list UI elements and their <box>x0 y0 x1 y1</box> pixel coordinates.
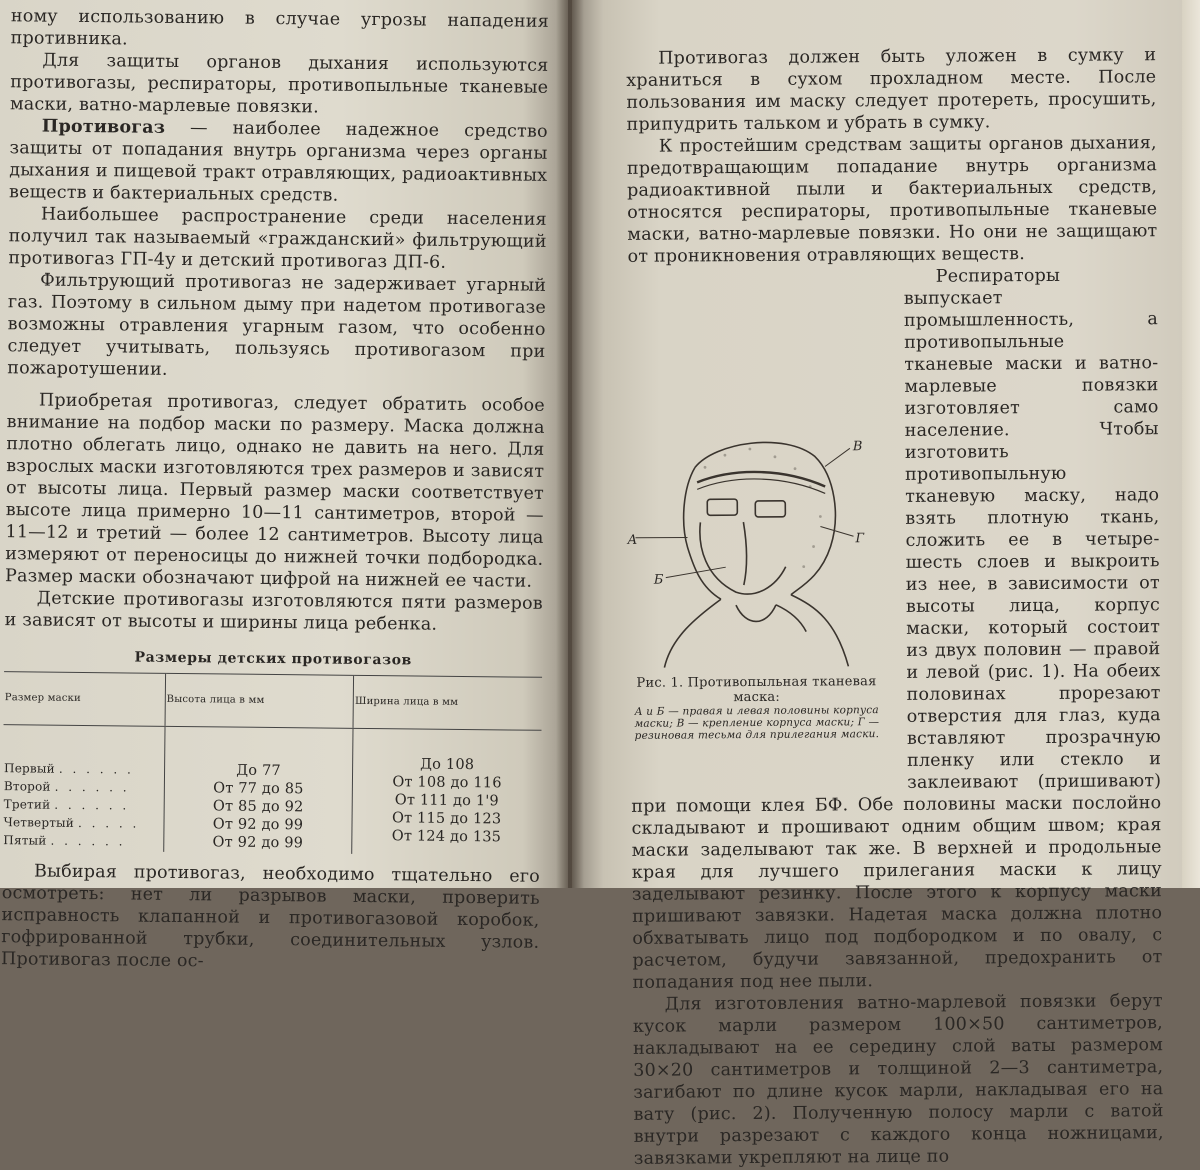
height-cell <box>164 726 354 853</box>
table-cell: От 111 до 1'9 <box>394 792 499 810</box>
table-cell: От 115 до 123 <box>391 810 502 828</box>
right-page-text <box>626 44 1164 1170</box>
mask-sizes-table <box>2 671 542 856</box>
figure-caption-block <box>626 674 886 742</box>
table-cell: Третий . . . . . . <box>3 797 130 813</box>
table-body-row <box>2 725 541 856</box>
term-bold: Противогаз <box>41 116 166 138</box>
left-page-text <box>1 5 549 976</box>
figure-label-a: А <box>627 532 638 548</box>
paragraph <box>9 115 548 209</box>
table-title: Размеры детских противогазов <box>134 649 413 669</box>
mask-illustration <box>625 426 895 673</box>
table-cell: От 124 до 135 <box>391 828 502 846</box>
table-cell: Четвертый . . . . . <box>3 815 140 831</box>
table-header: Размер маски <box>4 672 166 727</box>
paragraph: Детские противогазы изготовляются пяти размеров и зависят от высоты и ширины лица ребенка. <box>4 588 543 635</box>
table-cell: От 92 до 99 <box>212 816 304 834</box>
left-page <box>0 0 568 972</box>
table-header: Высота лица в мм <box>165 673 354 728</box>
book-gutter <box>556 0 584 888</box>
figure-caption: Рис. 1. Противопыльная тканевая маска: <box>636 674 877 706</box>
table-cell: От 92 до 99 <box>212 834 304 852</box>
paragraph: Фильтрующий противогаз не задерживает угарный газ. Поэтому в сильном дыму при надетом противогазе возможны отравления угарным газом, что особенно следует учитывать, пользуясь противогазом при пожаротушении. <box>7 270 547 380</box>
paragraph: Наибольшее распространение среди населения получил так называемый «гражданский» фильтрующий противогаз ГП-4у и детский противогаз ДП-6. <box>8 204 547 273</box>
table-header-row <box>4 672 543 731</box>
figure-label-b: Б <box>653 572 664 588</box>
table-cell: От 77 до 85 <box>213 780 304 798</box>
paragraph: Противогаз должен быть уложен в сумку и храниться в сухом прохладном месте. После пользования им маску следует протереть, просушить, припудрить тальком и убрать в сумку. <box>626 45 1157 135</box>
figure-mask <box>625 426 895 776</box>
figure-label-v: В <box>852 439 863 455</box>
term-definition: — наиболее надежное средство защиты от попадания внутрь организма через органы дыхания и пищевой тракт отравляющих, радиоактивных веществ и бактериальных средств. <box>9 117 548 206</box>
table-cell: До 77 <box>236 762 281 780</box>
size-name-cell <box>2 725 165 852</box>
table-header: Ширина лица в мм <box>353 675 542 730</box>
right-page <box>572 0 1200 1169</box>
paragraph: Для защиты органов дыхания используются противогазы, респираторы, противопыльные тканевые маски, ватно-марлевые повязки. <box>9 50 549 118</box>
table-cell: Пятый . . . . . . <box>3 833 126 849</box>
table-cell: Второй . . . . . . <box>3 779 130 795</box>
figure-legend: А и Б — правая и левая половины корпуса маски; В — крепление корпуса маски; Г — резиновая тесьма для прилегания маски. <box>634 704 880 742</box>
paragraph: Выбирая противогаз, необходимо тщательно его осмотреть: нет ли разрывов маски, проверить исправность клапанной и противогазовой коробок, гофрированной трубки, соединительных узлов. Противогаз после ос- <box>0 861 541 972</box>
figure-label-g: Г <box>855 531 865 547</box>
table-cell: От 85 до 92 <box>212 798 304 816</box>
paragraph: К простейшим средствам защиты органов дыхания, предотвращающим попадание внутрь организма радиоактивной пыли и бактериальных средств, относятся респираторы, противопыльные тканевые маски, ватно-марлевые повязки. Но они не защищают от проникновения отравляющих веществ. <box>626 133 1158 267</box>
table-cell: Первый . . . . . . <box>4 761 134 777</box>
page-edge <box>1182 0 1200 888</box>
width-cell <box>352 728 542 855</box>
paragraph: Респираторы выпускает промышленность, а противопыльные тканевые маски и ватно-марлевые повязки изготовляет само население. Чтобы изготовить противопыльную тканевую маску, надо взять плотную ткань, сложить ее в четыре-шесть слоев и выкроить из нее, в зависимости от высоты лица, корпус маски, который состоит из двух половин — правой и левой (рис. 1). На обеих половинах прорезают отверстия для глаз, куда вставляют прозрачную пленку или стекло и заклеивают (пришивают) при помощи клея БФ. Обе половины маски послойно складывают и прошивают одним общим швом; края маски заделывают так же. В верхней и продольные края для лучшего прилегания маски к лицу заделывают резинку. После этого к корпусу маски пришивают завязки. Надетая маска должна плотно обхватывать лицо под подбородком и по овалу, с расчетом, будучи завязанной, предохранить от попадания под нее пыли. <box>631 265 1163 993</box>
table-cell: От 108 до 116 <box>392 774 502 792</box>
paragraph: ному использованию в случае угрозы нападения противника. <box>10 6 550 50</box>
table-cell: До 108 <box>420 756 475 774</box>
paragraph: Для изготовления ватно-марлевой повязки берут кусок марли размером 100×50 сантиметров, накладывают на ее середину слой ваты размером 30×20 сантиметров и толщиной 2—3 сантиметра, загибают по длине кусок марли, накладывая его на вату (рис. 2). Полученную полосу марли с ватой внутри разрезают с каждого конца ножницами, завязками укрепляют на лице по <box>632 991 1164 1169</box>
paragraph: Приобретая противогаз, следует обратить особое внимание на подбор маски по размеру. Маска должна плотно облегать лицо, однако не давить на него. Для взрослых маски изготовляются трех размеров и зависят от высоты лица. Первый размер маски соответствует высоте лица примерно 10—11 сантиметров, второй — 11—12 и третий — более 12 сантиметров. Высоту лица измеряют от переносицы до нижней точки подбородка. Размер маски обозначают цифрой на нижней ее части. <box>4 390 546 592</box>
